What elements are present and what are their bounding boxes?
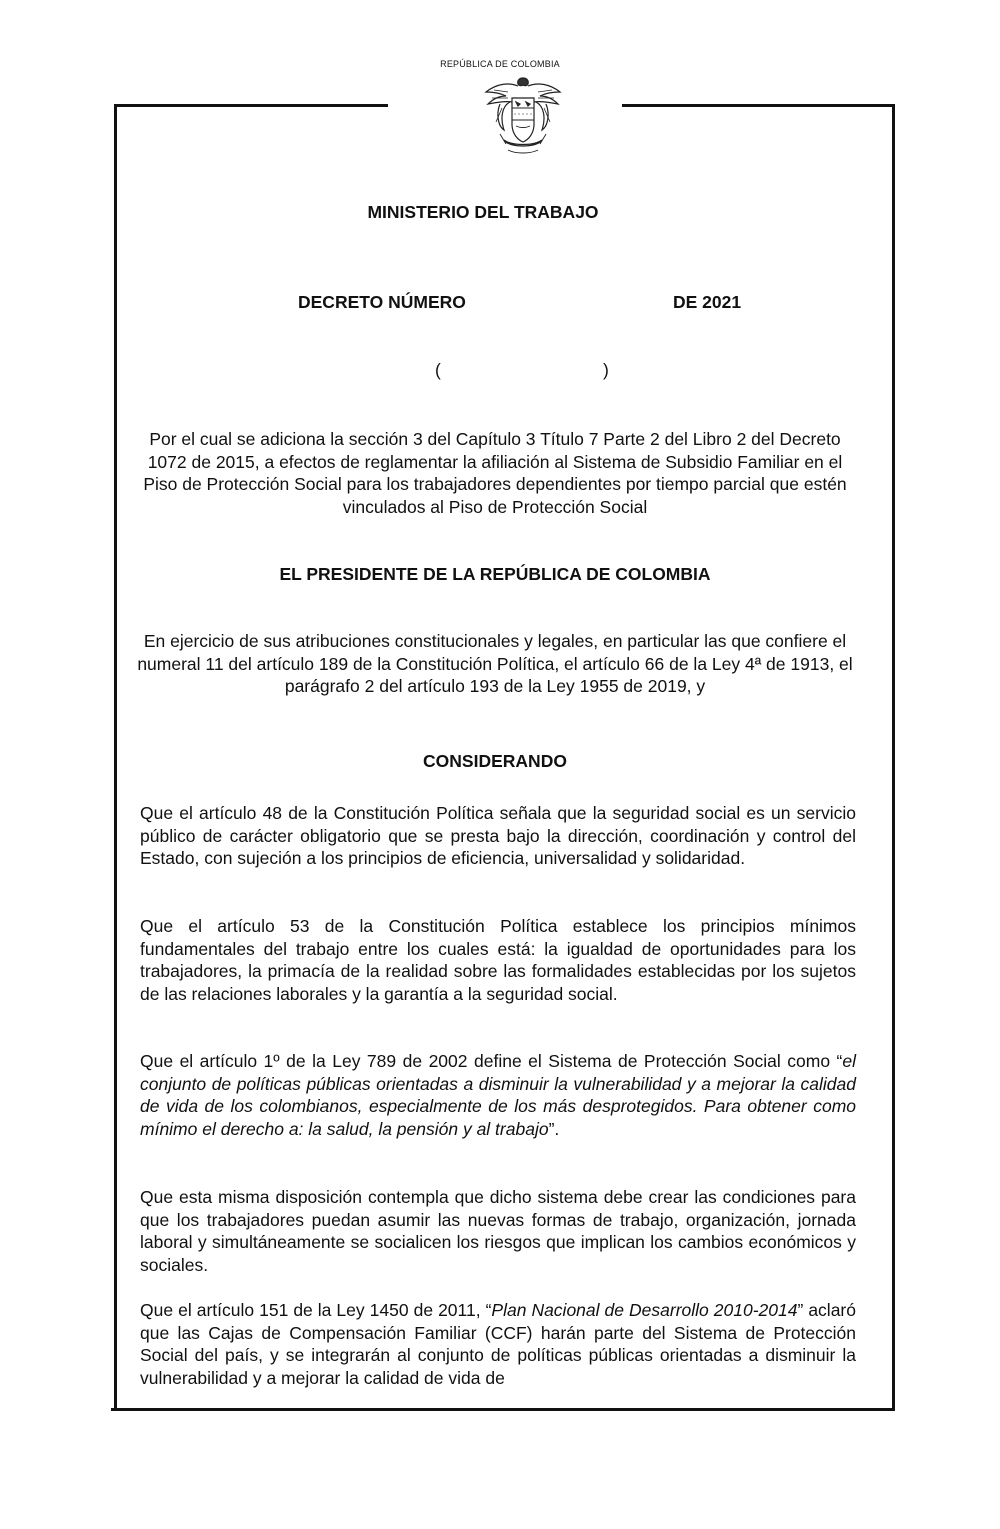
- frame-top-left: [114, 104, 388, 107]
- open-paren: (: [435, 360, 441, 380]
- close-paren: ): [603, 360, 609, 380]
- coat-of-arms-icon: [478, 74, 568, 158]
- frame-top-right: [622, 104, 895, 107]
- decree-year: DE 2021: [673, 292, 742, 312]
- decree-summary: Por el cual se adiciona la sección 3 del Capítulo 3 Título 7 Parte 2 del Libro 2 del Decreto 1072 de 2015, a efectos de reglamentar la afiliación al Sistema de Subsidio Familiar en el Piso de Protección Social para los trabajadores dependientes por tiempo parcial que estén vinculados al Piso de Protección Social: [143, 429, 847, 517]
- consideration-3-end: ”.: [548, 1118, 560, 1139]
- consideration-3: [140, 1050, 856, 1140]
- frame-left: [114, 104, 117, 1411]
- consideration-2: Que el artículo 53 de la Constitución Política establece los principios mínimos fundamentales del trabajo entre los cuales está: la igualdad de oportunidades para los trabajadores, la primacía de la realidad sobre las formalidades establecidas por los sujetos de las relaciones laborales y la garantía a la seguridad social.: [140, 916, 856, 1004]
- considering-heading: CONSIDERANDO: [423, 751, 567, 771]
- decree-number-label: DECRETO NÚMERO: [298, 292, 466, 312]
- country-caption: REPÚBLICA DE COLOMBIA: [440, 59, 560, 69]
- frame-right: [892, 104, 895, 1411]
- consideration-4: Que esta misma disposición contempla que dicho sistema debe crear las condiciones para que los trabajadores puedan asumir las nuevas formas de trabajo, organización, jornada laboral y simultáneamente se socialicen los riesgos que implican los cambios económicos y sociales.: [140, 1187, 856, 1275]
- consideration-5: [140, 1299, 856, 1389]
- consideration-1: Que el artículo 48 de la Constitución Política señala que la seguridad social es un servicio público de carácter obligatorio que se presta bajo la dirección, coordinación y control del Estado, con sujeción a los principios de eficiencia, universalidad y solidaridad.: [140, 803, 856, 868]
- consideration-3-quote: el conjunto de políticas públicas orientadas a disminuir la vulnerabilidad y a mejorar la calidad de vida de los colombianos, especialmente de los más desprotegidos. Para obtener como mínimo el derecho a: la salud, la pensión y al trabajo: [140, 1051, 856, 1139]
- consideration-5-plan-name: Plan Nacional de Desarrollo 2010-2014: [491, 1300, 798, 1320]
- frame-bottom: [111, 1408, 895, 1411]
- consideration-5-intro: Que el artículo 151 de la Ley 1450 de 2011, “: [140, 1300, 492, 1320]
- ministry-title: MINISTERIO DEL TRABAJO: [367, 202, 599, 222]
- consideration-3-intro: Que el artículo 1º de la Ley 789 de 2002 define el Sistema de Protección Social como “: [140, 1051, 843, 1071]
- president-heading: EL PRESIDENTE DE LA REPÚBLICA DE COLOMBIA: [279, 564, 711, 584]
- powers-paragraph: En ejercicio de sus atribuciones constitucionales y legales, en particular las que confiere el numeral 11 del artículo 189 de la Constitución Política, el artículo 66 de la Ley 4ª de 1913, el parágrafo 2 del artículo 193 de la Ley 1955 de 2019, y: [137, 631, 853, 696]
- consideration-5-rest: ” aclaró que las Cajas de Compensación Familiar (CCF) harán parte del Sistema de Protección Social del país, y se integrarán al conjunto de políticas públicas orientadas a disminuir la vulnerabilidad y a mejorar la calidad de vida de: [140, 1300, 856, 1388]
